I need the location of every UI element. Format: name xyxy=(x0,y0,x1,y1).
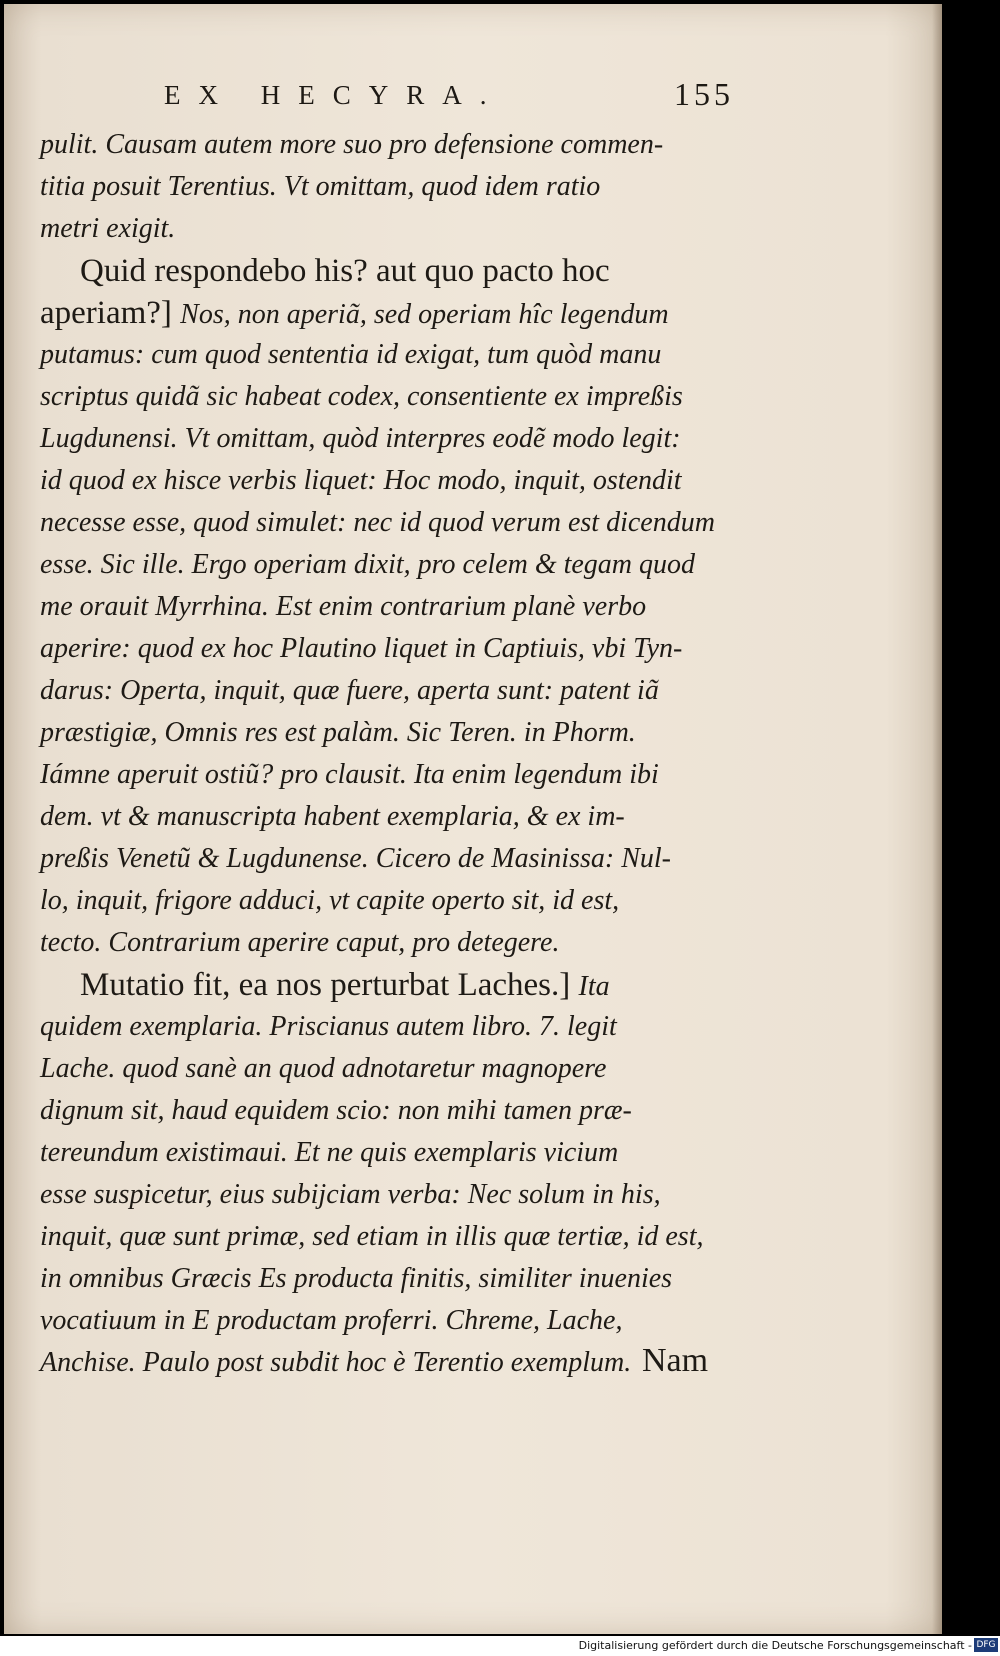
lemma: Mutatio fit, ea nos perturbat Laches.] xyxy=(80,967,579,1003)
commentary-text: darus: Operta, inquit, quæ fuere, aperta sunt: patent iã xyxy=(40,675,659,706)
commentary-text: dem. vt & manuscripta habent exemplaria, & ex im- xyxy=(40,801,625,832)
commentary-text: Nos, non aperiã, sed operiam hîc legendum xyxy=(180,299,669,330)
commentary-text: præstigiæ, Omnis res est palàm. Sic Teren. in Phorm. xyxy=(40,717,636,748)
body-text xyxy=(40,124,730,1384)
commentary-text: tecto. Contrarium aperire caput, pro detegere. xyxy=(40,927,560,958)
text-line xyxy=(40,1342,730,1384)
text-line xyxy=(40,964,730,1006)
text-line xyxy=(40,1048,730,1090)
lemma: Quid respondebo his? aut quo pacto hoc xyxy=(80,253,610,289)
text-line xyxy=(40,796,730,838)
page-header xyxy=(164,76,734,120)
commentary-text: preßis Venetũ & Lugdunense. Cicero de Masinissa: Nul- xyxy=(40,843,671,874)
commentary-text: Lugdunensi. Vt omittam, quòd interpres eodẽ modo legit: xyxy=(40,423,681,454)
commentary-text: vocatiuum in E productam proferri. Chreme, Lache, xyxy=(40,1305,623,1336)
commentary-text: pulit. Causam autem more suo pro defensione commen- xyxy=(40,129,664,160)
commentary-text: inquit, quæ sunt primæ, sed etiam in illis quæ tertiæ, id est, xyxy=(40,1221,704,1252)
text-line xyxy=(40,334,730,376)
commentary-text: me orauit Myrrhina. Est enim contrarium planè verbo xyxy=(40,591,647,622)
text-line xyxy=(40,502,730,544)
text-line xyxy=(40,1258,730,1300)
text-line xyxy=(40,754,730,796)
page-edge-shadow xyxy=(932,4,942,1634)
text-line xyxy=(40,208,730,250)
running-head: EX HECYRA. xyxy=(164,80,505,110)
text-line xyxy=(40,922,730,964)
commentary-text: Iámne aperuit ostiũ? pro clausit. Ita enim legendum ibi xyxy=(40,759,659,790)
commentary-text: lo, inquit, frigore adduci, vt capite operto sit, id est, xyxy=(40,885,620,916)
commentary-text: tereundum existimaui. Et ne quis exemplaris vicium xyxy=(40,1137,619,1168)
commentary-text: quidem exemplaria. Priscianus autem libro. 7. legit xyxy=(40,1011,617,1042)
digitization-footer xyxy=(0,1636,1000,1656)
page-number: 155 xyxy=(674,76,734,112)
text-line xyxy=(40,1300,730,1342)
text-line xyxy=(40,1216,730,1258)
text-line xyxy=(40,712,730,754)
commentary-text: metri exigit. xyxy=(40,213,176,244)
catchword: Nam xyxy=(642,1342,709,1379)
commentary-text: titia posuit Terentius. Vt omittam, quod idem ratio xyxy=(40,171,601,202)
text-line xyxy=(40,1006,730,1048)
dfg-logo: DFG xyxy=(974,1638,998,1652)
text-line xyxy=(40,670,730,712)
commentary-text: scriptus quidã sic habeat codex, consentiente ex impreßis xyxy=(40,381,683,412)
text-line xyxy=(40,250,730,292)
text-line xyxy=(40,460,730,502)
text-line xyxy=(40,628,730,670)
commentary-text: id quod ex hisce verbis liquet: Hoc modo, inquit, ostendit xyxy=(40,465,682,496)
lemma: aperiam?] xyxy=(40,295,181,331)
text-line xyxy=(40,376,730,418)
commentary-text: putamus: cum quod sententia id exigat, tum quòd manu xyxy=(40,339,662,370)
text-line xyxy=(40,166,730,208)
book-page xyxy=(4,4,942,1634)
text-line xyxy=(40,1090,730,1132)
commentary-text: esse. Sic ille. Ergo operiam dixit, pro celem & tegam quod xyxy=(40,549,696,580)
text-line xyxy=(40,880,730,922)
text-line xyxy=(40,838,730,880)
text-line xyxy=(40,544,730,586)
commentary-text: necesse esse, quod simulet: nec id quod verum est dicendum xyxy=(40,507,715,538)
text-line xyxy=(40,124,730,166)
text-line xyxy=(40,1132,730,1174)
commentary-text: Lache. quod sanè an quod adnotaretur magnopere xyxy=(40,1053,607,1084)
commentary-text: esse suspicetur, eius subijciam verba: Nec solum in his, xyxy=(40,1179,661,1210)
text-line xyxy=(40,1174,730,1216)
commentary-text: aperire: quod ex hoc Plautino liquet in Captiuis, vbi Tyn- xyxy=(40,633,683,664)
text-line xyxy=(40,418,730,460)
commentary-text: Anchise. Paulo post subdit hoc è Terentio exemplum. xyxy=(40,1347,632,1378)
text-line xyxy=(40,292,730,334)
commentary-text: in omnibus Græcis Es producta finitis, similiter inuenies xyxy=(40,1263,673,1294)
commentary-text: dignum sit, haud equidem scio: non mihi tamen præ- xyxy=(40,1095,632,1126)
footer-credit: Digitalisierung gefördert durch die Deutsche Forschungsgemeinschaft - xyxy=(578,1639,972,1652)
commentary-text: Ita xyxy=(578,971,610,1002)
text-line xyxy=(40,586,730,628)
